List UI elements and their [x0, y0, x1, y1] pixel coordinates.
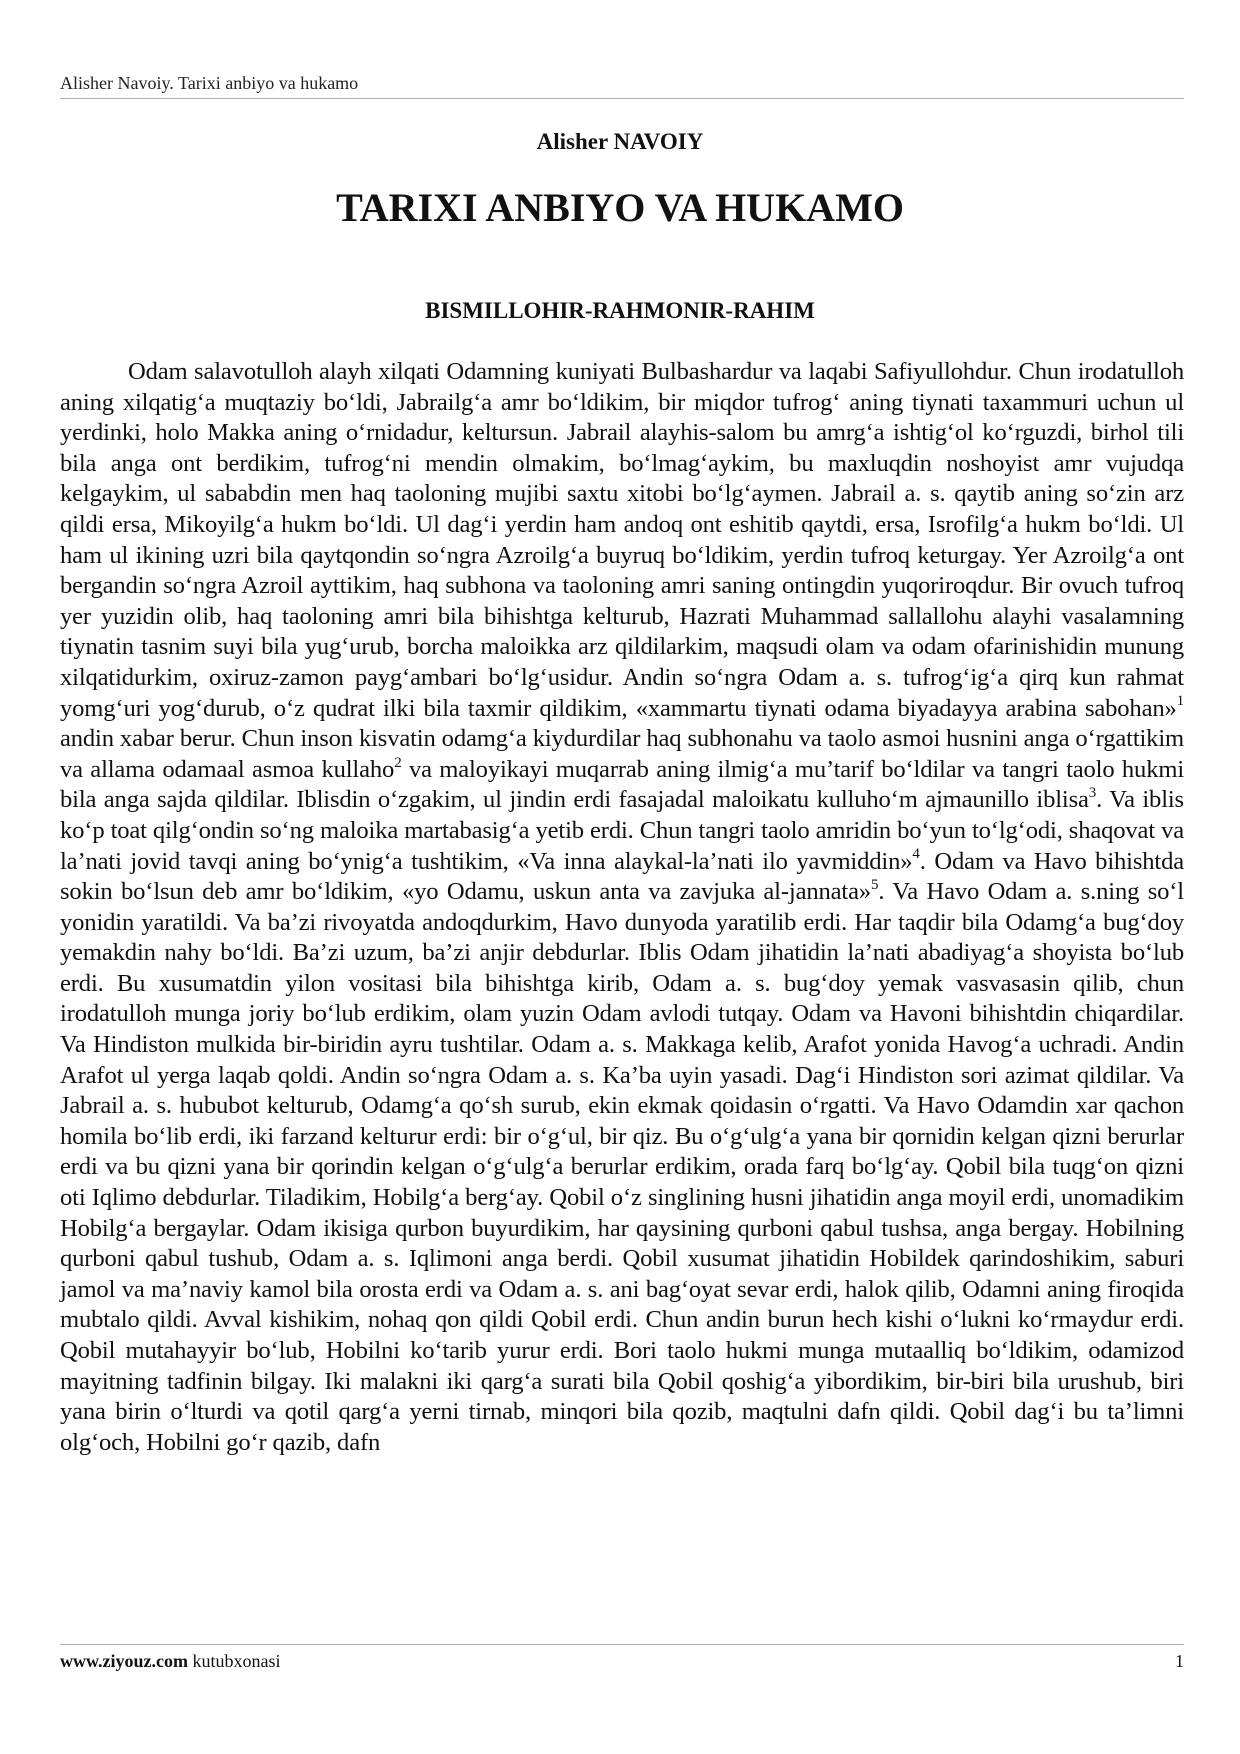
page-number: 1 [1175, 1651, 1184, 1671]
footnote-ref-1: 1 [1176, 693, 1184, 710]
body-text-part-3: va maloyikayi muqarrab aning ilmig‘a mu’tarif bo‘ldilar va tangri taolo hukmi bila anga sajda qildilar. Iblisdin o‘zgakim, ul jindin erdi fasajadal maloikatu kulluho‘m ajmaunillo iblisa [60, 755, 1185, 814]
footnote-ref-5: 5 [871, 876, 879, 893]
section-heading: BISMILLOHIR-RAHMONIR-RAHIM [425, 298, 815, 323]
body-text-part-4: . Va iblis ko‘p toat qilg‘ondin so‘ng maloika martabasig‘a yetib erdi. Chun tangri taolo amridin bo‘yun to‘lg‘odi, shaqovat va la’nati jovid tavqi aning bo‘ynig‘a tushtikim, «Va inna alaykal-la’nati ilo yavmiddin» [60, 786, 1184, 875]
page-footer [60, 1650, 1184, 1672]
footnote-ref-4: 4 [912, 846, 920, 863]
running-header: Alisher Navoiy. Tarixi anbiyo va hukamo [60, 72, 1184, 99]
footnote-ref-2: 2 [394, 754, 402, 771]
footer-site-link[interactable]: www.ziyouz.com [60, 1651, 188, 1671]
body-text-part-1: Odam salavotulloh alayh xilqati Odamning kuniyati Bulbashardur va laqabi Safiyullohdur. Chun irodatulloh aning xilqatig‘a muqtaziy bo‘ldi, Jabrailg‘a amr bo‘ldikim, bir miqdor tufrog‘ aning tiynati taxammuri uchun ul yerdinki, holo Makka aning o‘rnidadur, keltursun. Jabrail alayhis-salom bu amrg‘a ishtig‘ol ko‘rguzdi, birhol tili bila anga ont berdikim, tufrog‘ni mendin olmakim, bo‘lmag‘aykim, bu maxluqdin noshoyist amr vujudqa kelgaykim, ul sababdin men haq taoloning mujibi saxtu xitobi bo‘lg‘aymen. Jabrail a. s. qaytib aning so‘zin arz qildi ersa, Mikoyilg‘a hukm bo‘ldi. Ul dag‘i yerdin ham andoq ont eshitib qaytdi, ersa, Isrofilg‘a hukm bo‘ldi. Ul ham ul ikining uzri bila qaytqondin so‘ngra Azroilg‘a buyruq bo‘ldikim, yerdin tufroq keturgay. Yer Azroilg‘a ont bergandin so‘ngra Azroil ayttikim, haq subhona va taoloning amri saning ontingdin yuqoriroqdur. Bir ovuch tufroq yer yuzidin olib, haq taoloning amri bila bihishtga kelturub, Hazrati Muhammad sallallohu alayhi vasalamning tiynatin tasnim suyi bila yug‘urub, borcha maloikka arz qildilarkim, maqsudi olam va odam ofarinishidin munung xilqatidurkim, oxiruz-zamon payg‘ambari bo‘lg‘usidur. Andin so‘ngra Odam a. s. tufrog‘ig‘a qirq kun rahmat yomg‘uri yog‘durub, o‘z qudrat ilki bila taxmir qildikim, «xammartu tiynati odama biyadayya arabina sabohan» [60, 358, 1184, 722]
body-text-part-2: andin xabar berur. Chun inson kisvatin odamg‘a kiydurdilar haq subhonahu va taolo asmoi husnini anga o‘rgattikim va allama odamaal asmoa kullaho [60, 725, 1184, 783]
body-paragraph [60, 357, 1184, 1458]
footer-divider [60, 1644, 1184, 1645]
author-name: Alisher NAVOIY [536, 129, 704, 154]
book-title: TARIXI ANBIYO VA HUKAMO [336, 185, 904, 230]
footnote-ref-3: 3 [1088, 785, 1097, 802]
body-text-part-6: . Va Havo Odam a. s.ning so‘l yonidin yaratildi. Va ba’zi rivoyatda andoqdurkim, Havo dunyoda yaratilib erdi. Har taqdir bila Odamg‘a bug‘doy yemakdin nahy bo‘ldi. Ba’zi uzum, ba’zi anjir debdurlar. Iblis Odam jihatidin la’nati abadiyag‘a shoyista bo‘lub erdi. Bu xusumatdin yilon vositasi bila bihishtga kirib, Odam a. s. bug‘doy yemak vasvasasin qilib, chun irodatulloh munga joriy bo‘lub erdikim, olam yuzin Odam avlodi tutqay. Odam va Havoni bihishtdin chiqardilar. Va Hindiston mulkida bir-biridin ayru tushtilar. Odam a. s. Makkaga kelib, Arafot yonida Havog‘a uchradi. Andin Arafot ul yerga laqab qoldi. Andin so‘ngra Odam a. s. Ka’ba uyin yasadi. Dag‘i Hindiston sori azimat qildilar. Va Jabrail a. s. hububot kelturub, Odamg‘a qo‘sh surub, ekin ekmak qoidasin o‘rgatti. Va Havo Odamdin xar qachon homila bo‘lib erdi, iki farzand kelturur erdi: bir o‘g‘ul, bir qiz. Bu o‘g‘ulg‘a yana bir qornidin kelgan qizni berurlar erdi va bu qizni yana bir qorindin kelgan o‘g‘ulg‘a berurlar erdikim, orada farq bo‘lg‘ay. Qobil bila tuqg‘on qizni oti Iqlimo debdurlar. Tiladikim, Hobilg‘a berg‘ay. Qobil o‘z singlining husni jihatidin anga moyil erdi, unomadikim Hobilg‘a bergaylar. Odam ikisiga qurbon buyurdikim, har qaysining qurboni qabul tushsa, anga bergay. Hobilning qurboni qabul tushub, Odam a. s. Iqlimoni anga berdi. Qobil xusumat jihatidin Hobildek qarindoshikim, saburi jamol va ma’naviy kamol bila orosta erdi va Odam a. s. ani bag‘oyat sevar erdi, halok qilib, Odamni aning firoqida mubtalo qildi. Avval kishikim, nohaq qon qildi Qobil erdi. Chun andin burun hech kishi o‘lukni ko‘rmaydur erdi. Qobil mutahayyir bo‘lub, Hobilni ko‘tarib yurur erdi. Bori taolo hukmi munga mutaalliq bo‘ldikim, odamizod mayitning tadfinin bilgay. Iki malakni iki qarg‘a surati bila Qobil qoshig‘a yibordikim, bir-biri bila urushub, biri yana birin o‘lturdi va qotil qarg‘a yerni tirnab, minqori bila qozib, maqtulni dafn qildi. Qobil dag‘i bu ta’limni olg‘och, Hobilni go‘r qazib, dafn [60, 878, 1184, 1456]
body-text-part-5: . Odam va Havo bihishtda sokin bo‘lsun deb amr bo‘ldikim, «yo Odamu, uskun anta va zavjuka al-jannata» [60, 847, 1184, 906]
footer-library-label: kutubxonasi [187, 1651, 281, 1671]
